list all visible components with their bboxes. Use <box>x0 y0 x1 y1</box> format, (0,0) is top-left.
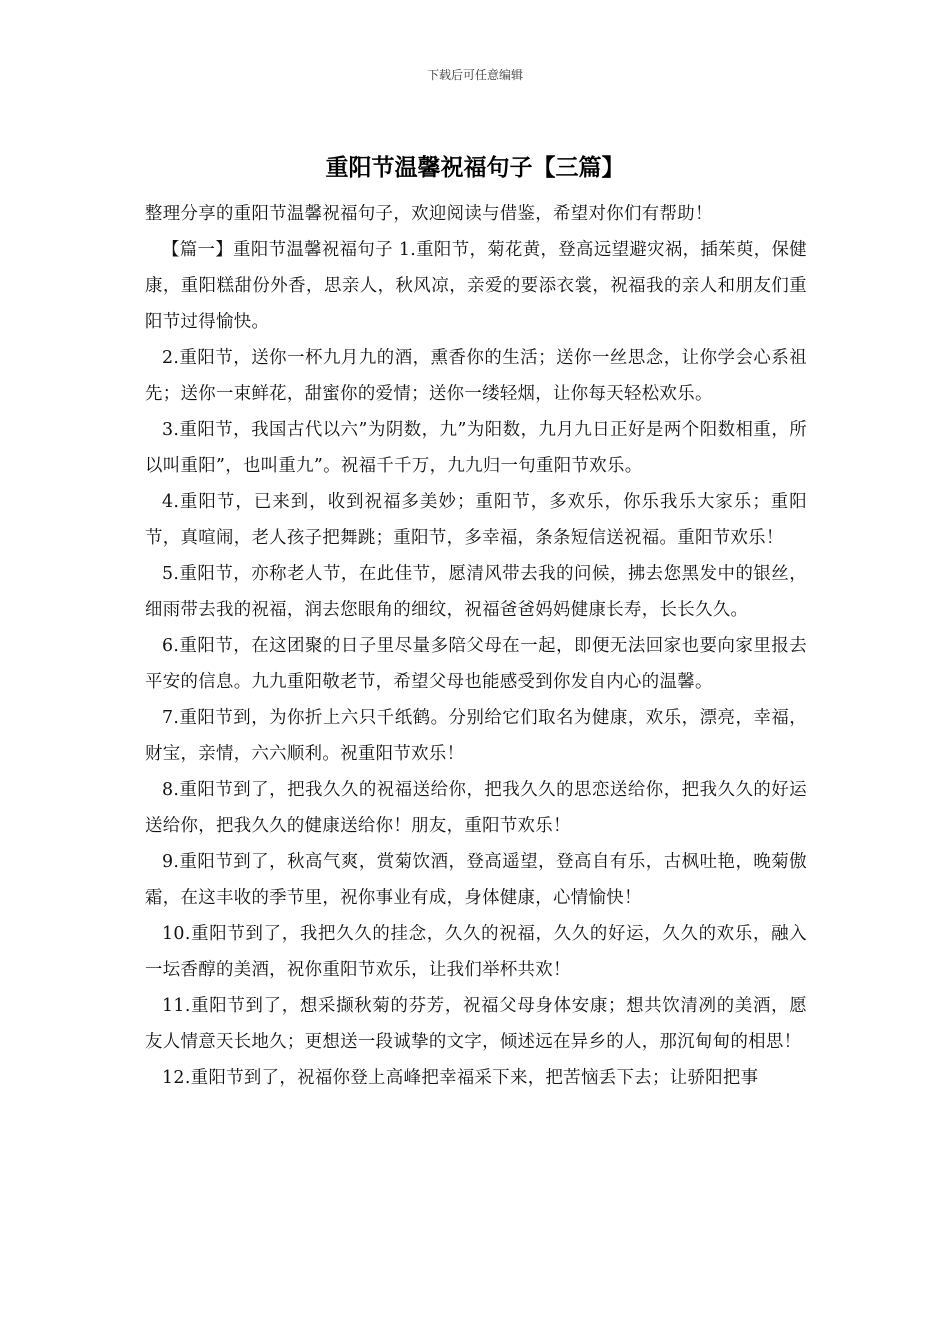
intro-paragraph: 整理分享的重阳节温馨祝福句子，欢迎阅读与借鉴，希望对你们有帮助！ <box>145 204 713 224</box>
paragraph-3: 3.重阳节，我国古代以六”为阴数，九”为阳数，九月九日正好是两个阳数相重，所以叫重阳”，也叫重九”。祝福千千万，九九归一句重阳节欢乐。 <box>145 420 807 476</box>
paragraph-5: 5.重阳节，亦称老人节，在此佳节，愿清风带去我的问候，拂去您黑发中的银丝，细雨带去我的祝福，润去您眼角的细纹，祝福爸爸妈妈健康长寿，长长久久。 <box>145 564 807 620</box>
paragraph-11: 11.重阳节到了，想采撷秋菊的芬芳，祝福父母身体安康；想共饮清冽的美酒，愿友人情意天长地久；更想送一段诚挚的文字，倾述远在异乡的人，那沉甸甸的相思！ <box>145 996 807 1052</box>
paragraph-7: 7.重阳节到，为你折上六只千纸鹤。分别给它们取名为健康，欢乐，漂亮，幸福，财宝，亲情，六六顺利。祝重阳节欢乐！ <box>145 708 807 764</box>
header-note: 下载后可任意编辑 <box>426 68 523 82</box>
paragraph-2: 2.重阳节，送你一杯九月九的酒，熏香你的生活；送你一丝思念，让你学会心系祖先；送你一束鲜花，甜蜜你的爱情；送你一缕轻烟，让你每天轻松欢乐。 <box>145 348 807 404</box>
paragraph-4: 4.重阳节，已来到，收到祝福多美妙；重阳节，多欢乐，你乐我乐大家乐；重阳节，真喧闹，老人孩子把舞跳；重阳节，多幸福，条条短信送祝福。重阳节欢乐！ <box>145 492 807 548</box>
paragraph-10: 10.重阳节到了，我把久久的挂念，久久的祝福，久久的好运，久久的欢乐，融入一坛香醇的美酒，祝你重阳节欢乐，让我们举杯共欢！ <box>145 924 807 980</box>
document-title: 重阳节温馨祝福句子【三篇】 <box>325 155 625 181</box>
paragraph-1: 【篇一】重阳节温馨祝福句子 1.重阳节，菊花黄，登高远望避灾祸，插茱萸，保健康，重阳糕甜份外香，思亲人，秋风凉，亲爱的要添衣裳，祝福我的亲人和朋友们重阳节过得愉快。 <box>145 240 807 332</box>
document-body <box>145 196 807 1096</box>
paragraph-12: 12.重阳节到了，祝福你登上高峰把幸福采下来，把苦恼丢下去；让骄阳把事 <box>162 1068 759 1088</box>
paragraph-8: 8.重阳节到了，把我久久的祝福送给你，把我久久的思恋送给你，把我久久的好运送给你，把我久久的健康送给你！朋友，重阳节欢乐！ <box>145 780 807 836</box>
paragraph-9: 9.重阳节到了，秋高气爽，赏菊饮酒，登高遥望，登高自有乐，古枫吐艳，晚菊傲霜，在这丰收的季节里，祝你事业有成，身体健康，心情愉快！ <box>145 852 807 908</box>
paragraph-6: 6.重阳节，在这团聚的日子里尽量多陪父母在一起，即便无法回家也要向家里报去平安的信息。九九重阳敬老节，希望父母也能感受到你发自内心的温馨。 <box>145 636 807 692</box>
